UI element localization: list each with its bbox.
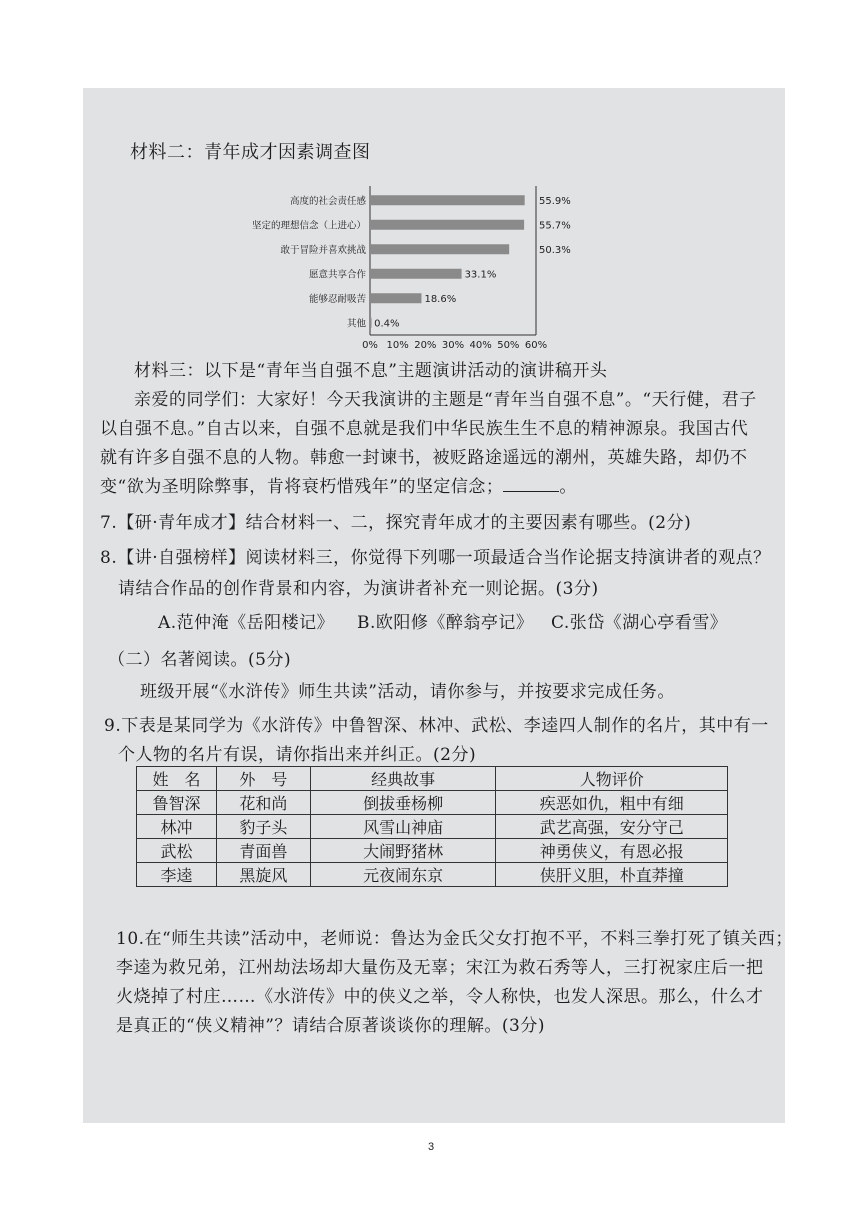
bar: [370, 269, 462, 279]
table-row: [137, 791, 728, 815]
question-7: 7.【研·青年成才】结合材料一、二，探究青年成才的主要因素有哪些。(2分): [100, 513, 692, 533]
bar: [370, 293, 421, 303]
x-tick-label: 20%: [414, 340, 437, 351]
table-row: [137, 815, 728, 839]
category-label: 高度的社会责任感: [289, 195, 366, 207]
speech-line-3: 就有许多自强不息的人物。韩愈一封谏书，被贬路途遥远的潮州，英雄失路，却仍不: [100, 448, 748, 468]
question-10-line-1: 10.在“师生共读”活动中，老师说：鲁达为金氏父女打抱不平，不料三拳打死了镇关西；: [116, 929, 793, 949]
table-header-row: [137, 767, 728, 791]
cell-evaluation: 武艺高强，安分守己: [496, 815, 728, 839]
table-row: [137, 839, 728, 863]
value-label: 18.6%: [424, 293, 457, 305]
question-9-line-1: 9.下表是某同学为《水浒传》中鲁智深、林冲、武松、李逵四人制作的名片，其中有一: [104, 716, 769, 736]
category-label: 其他: [346, 318, 366, 330]
speech-line-1: 亲爱的同学们：大家好！今天我演讲的主题是“青年当自强不息”。“天行健，君子: [134, 390, 757, 410]
cell-name: 鲁智深: [137, 791, 217, 815]
question-8-line-2: 请结合作品的创作背景和内容，为演讲者补充一则论据。(3分): [118, 579, 599, 599]
x-tick-label: 50%: [497, 340, 520, 351]
material3-title: 材料三：以下是“青年当自强不息”主题演讲活动的演讲稿开头: [134, 361, 608, 381]
answer-blank[interactable]: [503, 477, 559, 492]
x-tick-label: 10%: [386, 340, 409, 351]
question-8-line-1: 8.【讲·自强榜样】阅读材料三，你觉得下列哪一项最适合当作论据支持演讲者的观点？: [100, 548, 771, 568]
x-tick-label: 40%: [469, 340, 492, 351]
option-c: C.张岱《湖心亭看雪》: [551, 613, 728, 633]
speech-line-4-text: 变“欲为圣明除弊事，肯将衰朽惜残年”的坚定信念；: [100, 477, 504, 497]
cell-name: 武松: [137, 839, 217, 863]
speech-line-4: [100, 475, 577, 499]
x-tick-label: 30%: [441, 340, 465, 351]
header-evaluation: 人物评价: [496, 767, 728, 791]
page-number: 3: [428, 1141, 435, 1153]
cell-story: 元夜闹东京: [310, 863, 496, 887]
header-story: 经典故事: [310, 767, 496, 791]
value-label: 33.1%: [464, 269, 497, 281]
cell-nickname: 花和尚: [216, 791, 310, 815]
value-label: 55.9%: [539, 195, 571, 207]
speech-line-2: 以自强不息。”自古以来，自强不息就是我们中华民族生生不息的精神源泉。我国古代: [100, 419, 749, 439]
bar: [370, 195, 525, 205]
question-10-line-4: 是真正的“侠义精神”？请结合原著谈谈你的理解。(3分): [116, 1016, 545, 1036]
value-label: 50.3%: [539, 244, 571, 256]
cell-name: 李逵: [137, 863, 217, 887]
character-card-table: [136, 766, 728, 887]
option-b: B.欧阳修《醉翁亭记》: [357, 613, 534, 633]
x-tick-label: 0%: [362, 340, 378, 351]
table-row: [137, 863, 728, 887]
option-a: A.范仲淹《岳阳楼记》: [158, 613, 335, 633]
x-tick-label: 60%: [524, 340, 548, 351]
header-name: 姓 名: [137, 767, 217, 791]
section-2-intro: 班级开展“《水浒传》师生共读”活动，请你参与，并按要求完成任务。: [140, 682, 675, 702]
header-nickname: 外 号: [216, 767, 310, 791]
category-label: 愿意共享合作: [308, 269, 366, 281]
cell-nickname: 黑旋风: [216, 863, 310, 887]
question-10-line-3: 火烧掉了村庄……《水浒传》中的侠义之举，令人称快，也发人深思。那么，什么才: [116, 987, 764, 1007]
cell-story: 大闹野猪林: [310, 839, 496, 863]
section-2-title: （二）名著阅读。(5分): [108, 650, 292, 670]
value-label: 55.7%: [539, 220, 571, 232]
question-10-line-2: 李逵为救兄弟，江州劫法场却大量伤及无辜；宋江为救石秀等人，三打祝家庄后一把: [116, 958, 764, 978]
bar: [370, 318, 372, 328]
bar: [370, 220, 524, 230]
bar-chart: [251, 182, 596, 354]
category-label: 能够忍耐吸苦: [308, 293, 366, 305]
cell-evaluation: 神勇侠义，有恩必报: [496, 839, 728, 863]
cell-nickname: 豹子头: [216, 815, 310, 839]
speech-end: 。: [559, 477, 577, 497]
value-label: 0.4%: [374, 318, 400, 330]
question-9-line-2: 个人物的名片有误，请你指出来并纠正。(2分): [118, 745, 477, 765]
category-label: 敢于冒险并喜欢挑战: [280, 244, 366, 256]
cell-story: 风雪山神庙: [310, 815, 496, 839]
cell-nickname: 青面兽: [216, 839, 310, 863]
cell-evaluation: 疾恶如仇，粗中有细: [496, 791, 728, 815]
cell-story: 倒拔垂杨柳: [310, 791, 496, 815]
material2-title: 材料二：青年成才因素调查图: [130, 142, 371, 163]
category-label: 坚定的理想信念（上进心）: [251, 220, 366, 232]
cell-name: 林冲: [137, 815, 217, 839]
cell-evaluation: 侠肝义胆，朴直莽撞: [496, 863, 728, 887]
bar: [370, 244, 509, 254]
